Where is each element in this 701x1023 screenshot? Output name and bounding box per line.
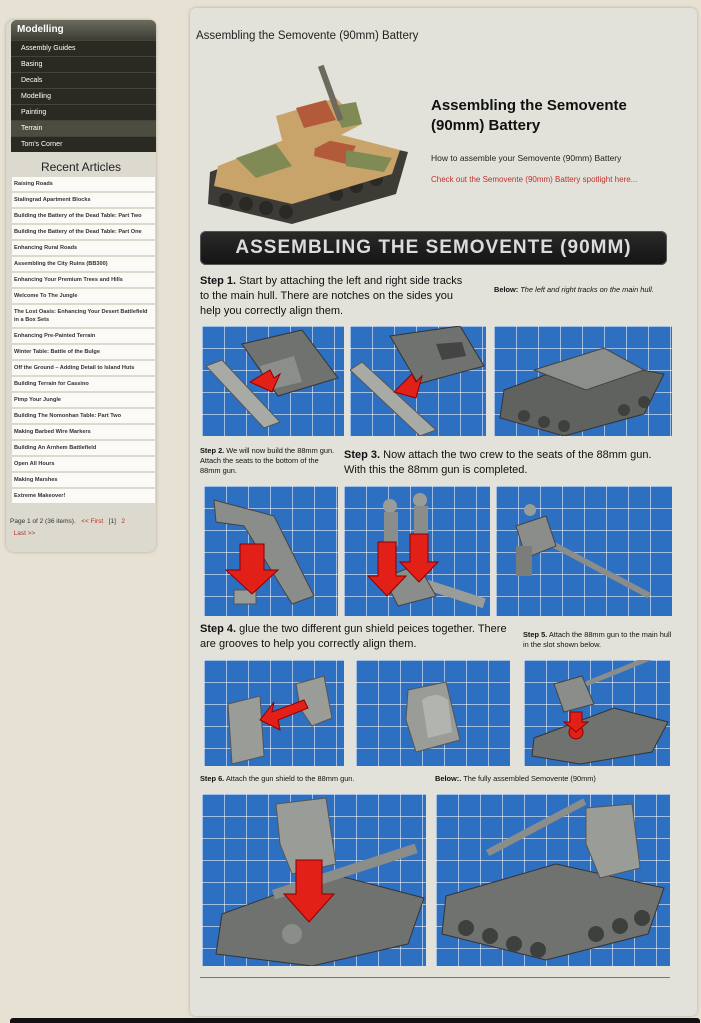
- article-link[interactable]: Enhancing Rural Roads: [12, 241, 155, 257]
- step-6-body: Attach the gun shield to the 88mm gun.: [224, 774, 355, 783]
- menu-item-decals[interactable]: Decals: [11, 72, 156, 88]
- step-2-text: [200, 446, 340, 476]
- step-5-text: [523, 630, 673, 650]
- article-link[interactable]: Raising Roads: [12, 177, 155, 193]
- step-3-body: Now attach the two crew to the seats of the 88mm gun. With this the 88mm gun is completed.: [344, 449, 652, 476]
- step-1-photo-a: [202, 326, 344, 436]
- final-assembled-photo: [436, 794, 670, 966]
- article-link[interactable]: Building Terrain for Cassino: [12, 377, 155, 393]
- section-banner: ASSEMBLING THE SEMOVENTE (90MM): [200, 231, 667, 265]
- content-divider: [200, 977, 670, 978]
- step-5-body: Attach the 88mm gun to the main hull in the slot shown below.: [523, 630, 672, 649]
- menu-item-modelling[interactable]: Modelling: [11, 88, 156, 104]
- below-note: [494, 285, 674, 295]
- article-link[interactable]: Assembling the City Ruins (BB300): [12, 257, 155, 273]
- article-link[interactable]: Enhancing Pre-Painted Terrain: [12, 329, 155, 345]
- article-link[interactable]: Pimp Your Jungle: [12, 393, 155, 409]
- step-4-body: glue the two different gun shield peices together. There are grooves to help you correctly align them.: [200, 623, 507, 650]
- step-2-label: Step 2.: [200, 446, 225, 455]
- footer-bar: [10, 1018, 700, 1023]
- step-2-photo: [204, 486, 338, 616]
- article-link[interactable]: Stalingrad Apartment Blocks: [12, 193, 155, 209]
- menu-item-basing[interactable]: Basing: [11, 56, 156, 72]
- step-3-photo-a-art: [344, 486, 490, 616]
- step-4-label: Step 4.: [200, 623, 237, 635]
- pager-first-link[interactable]: << First: [81, 518, 104, 525]
- below-label: Below:: [494, 285, 519, 294]
- step-1-photo-c: [494, 326, 672, 436]
- step-3-text: [344, 448, 664, 478]
- final-note: [435, 774, 596, 784]
- step-1-photo-b-art: [350, 326, 486, 436]
- step-3-photo-a: [344, 486, 490, 616]
- recent-articles-list: [12, 177, 155, 505]
- article-link[interactable]: Off the Ground – Adding Detail to Island Huts: [12, 361, 155, 377]
- step-5-photo-art: [524, 660, 670, 766]
- step-1-text: [200, 274, 470, 319]
- below-body: The left and right tracks on the main hull.: [518, 285, 654, 294]
- final-assembled-photo-art: [436, 794, 670, 966]
- step-4-text: [200, 622, 510, 652]
- article-link[interactable]: Winter Table: Battle of the Bulge: [12, 345, 155, 361]
- recent-articles-title: Recent Articles: [40, 160, 122, 174]
- step-4-photo-a: [204, 660, 344, 766]
- modelling-menu: [11, 20, 156, 152]
- pager-last-link[interactable]: Last >>: [13, 530, 36, 537]
- sidebar: [6, 20, 156, 552]
- article-link[interactable]: Making Barbed Wire Markers: [12, 425, 155, 441]
- step-2-body: We will now build the 88mm gun. Attach the seats to the bottom of the 88mm gun.: [200, 446, 335, 475]
- menu-item-terrain[interactable]: Terrain: [11, 120, 156, 136]
- below-2-body: The fully assembled Semovente (90mm): [461, 774, 596, 783]
- menu-item-assembly-guides[interactable]: Assembly Guides: [11, 40, 156, 56]
- step-6-label: Step 6.: [200, 774, 225, 783]
- article-link[interactable]: Open All Hours: [12, 457, 155, 473]
- step-6-photo: [202, 794, 426, 966]
- main-content: [190, 8, 697, 1016]
- pager-summary: Page 1 of 2 (36 items).: [10, 518, 76, 525]
- hero-heading: Assembling the Semovente (90mm) Battery: [431, 97, 627, 134]
- pager-page-2-link[interactable]: 2: [121, 518, 125, 525]
- pagination: [10, 516, 155, 540]
- menu-item-toms-corner[interactable]: Tom's Corner: [11, 136, 156, 152]
- step-3-photo-b: [496, 486, 672, 616]
- step-4-photo-a-art: [204, 660, 344, 766]
- step-1-photo-c-art: [494, 326, 672, 436]
- menu-header[interactable]: Modelling: [11, 20, 156, 40]
- page-title: Assembling the Semovente (90mm) Battery: [196, 30, 419, 42]
- step-1-photo-b: [350, 326, 486, 436]
- step-1-body: Start by attaching the left and right side tracks to the main hull. There are notches on the sides you help you correctly align them.: [200, 275, 463, 317]
- step-4-photo-b: [356, 660, 510, 766]
- step-2-photo-art: [204, 486, 338, 616]
- article-link[interactable]: Welcome To The Jungle: [12, 289, 155, 305]
- article-link[interactable]: Extreme Makeover!: [12, 489, 155, 505]
- step-1-label: Step 1.: [200, 275, 237, 287]
- menu-item-painting[interactable]: Painting: [11, 104, 156, 120]
- step-4-photo-b-art: [356, 660, 510, 766]
- article-link[interactable]: Enhancing Your Premium Trees and Hills: [12, 273, 155, 289]
- article-link[interactable]: The Lost Oasis: Enhancing Your Desert Battlefield in a Box Sets: [12, 305, 155, 329]
- step-3-photo-b-art: [496, 486, 672, 616]
- step-5-photo: [524, 660, 670, 766]
- article-link[interactable]: Making Marshes: [12, 473, 155, 489]
- article-link[interactable]: Building the Battery of the Dead Table: Part One: [12, 225, 155, 241]
- pager-current: [1]: [108, 518, 116, 525]
- step-5-label: Step 5.: [523, 630, 548, 639]
- step-6-photo-art: [202, 794, 426, 966]
- hero-subtitle: How to assemble your Semovente (90mm) Battery: [431, 153, 622, 163]
- spotlight-link[interactable]: Check out the Semovente (90mm) Battery spotlight here...: [431, 175, 638, 184]
- step-3-label: Step 3.: [344, 449, 381, 461]
- step-1-photo-a-art: [202, 326, 344, 436]
- article-link[interactable]: Building An Arnhem Battlefield: [12, 441, 155, 457]
- article-link[interactable]: Building The Nomonhan Table: Part Two: [12, 409, 155, 425]
- article-link[interactable]: Building the Battery of the Dead Table: Part Two: [12, 209, 155, 225]
- step-6-text: [200, 774, 354, 784]
- hero-tank-image: [196, 54, 418, 224]
- below-2-label: Below:.: [435, 774, 462, 783]
